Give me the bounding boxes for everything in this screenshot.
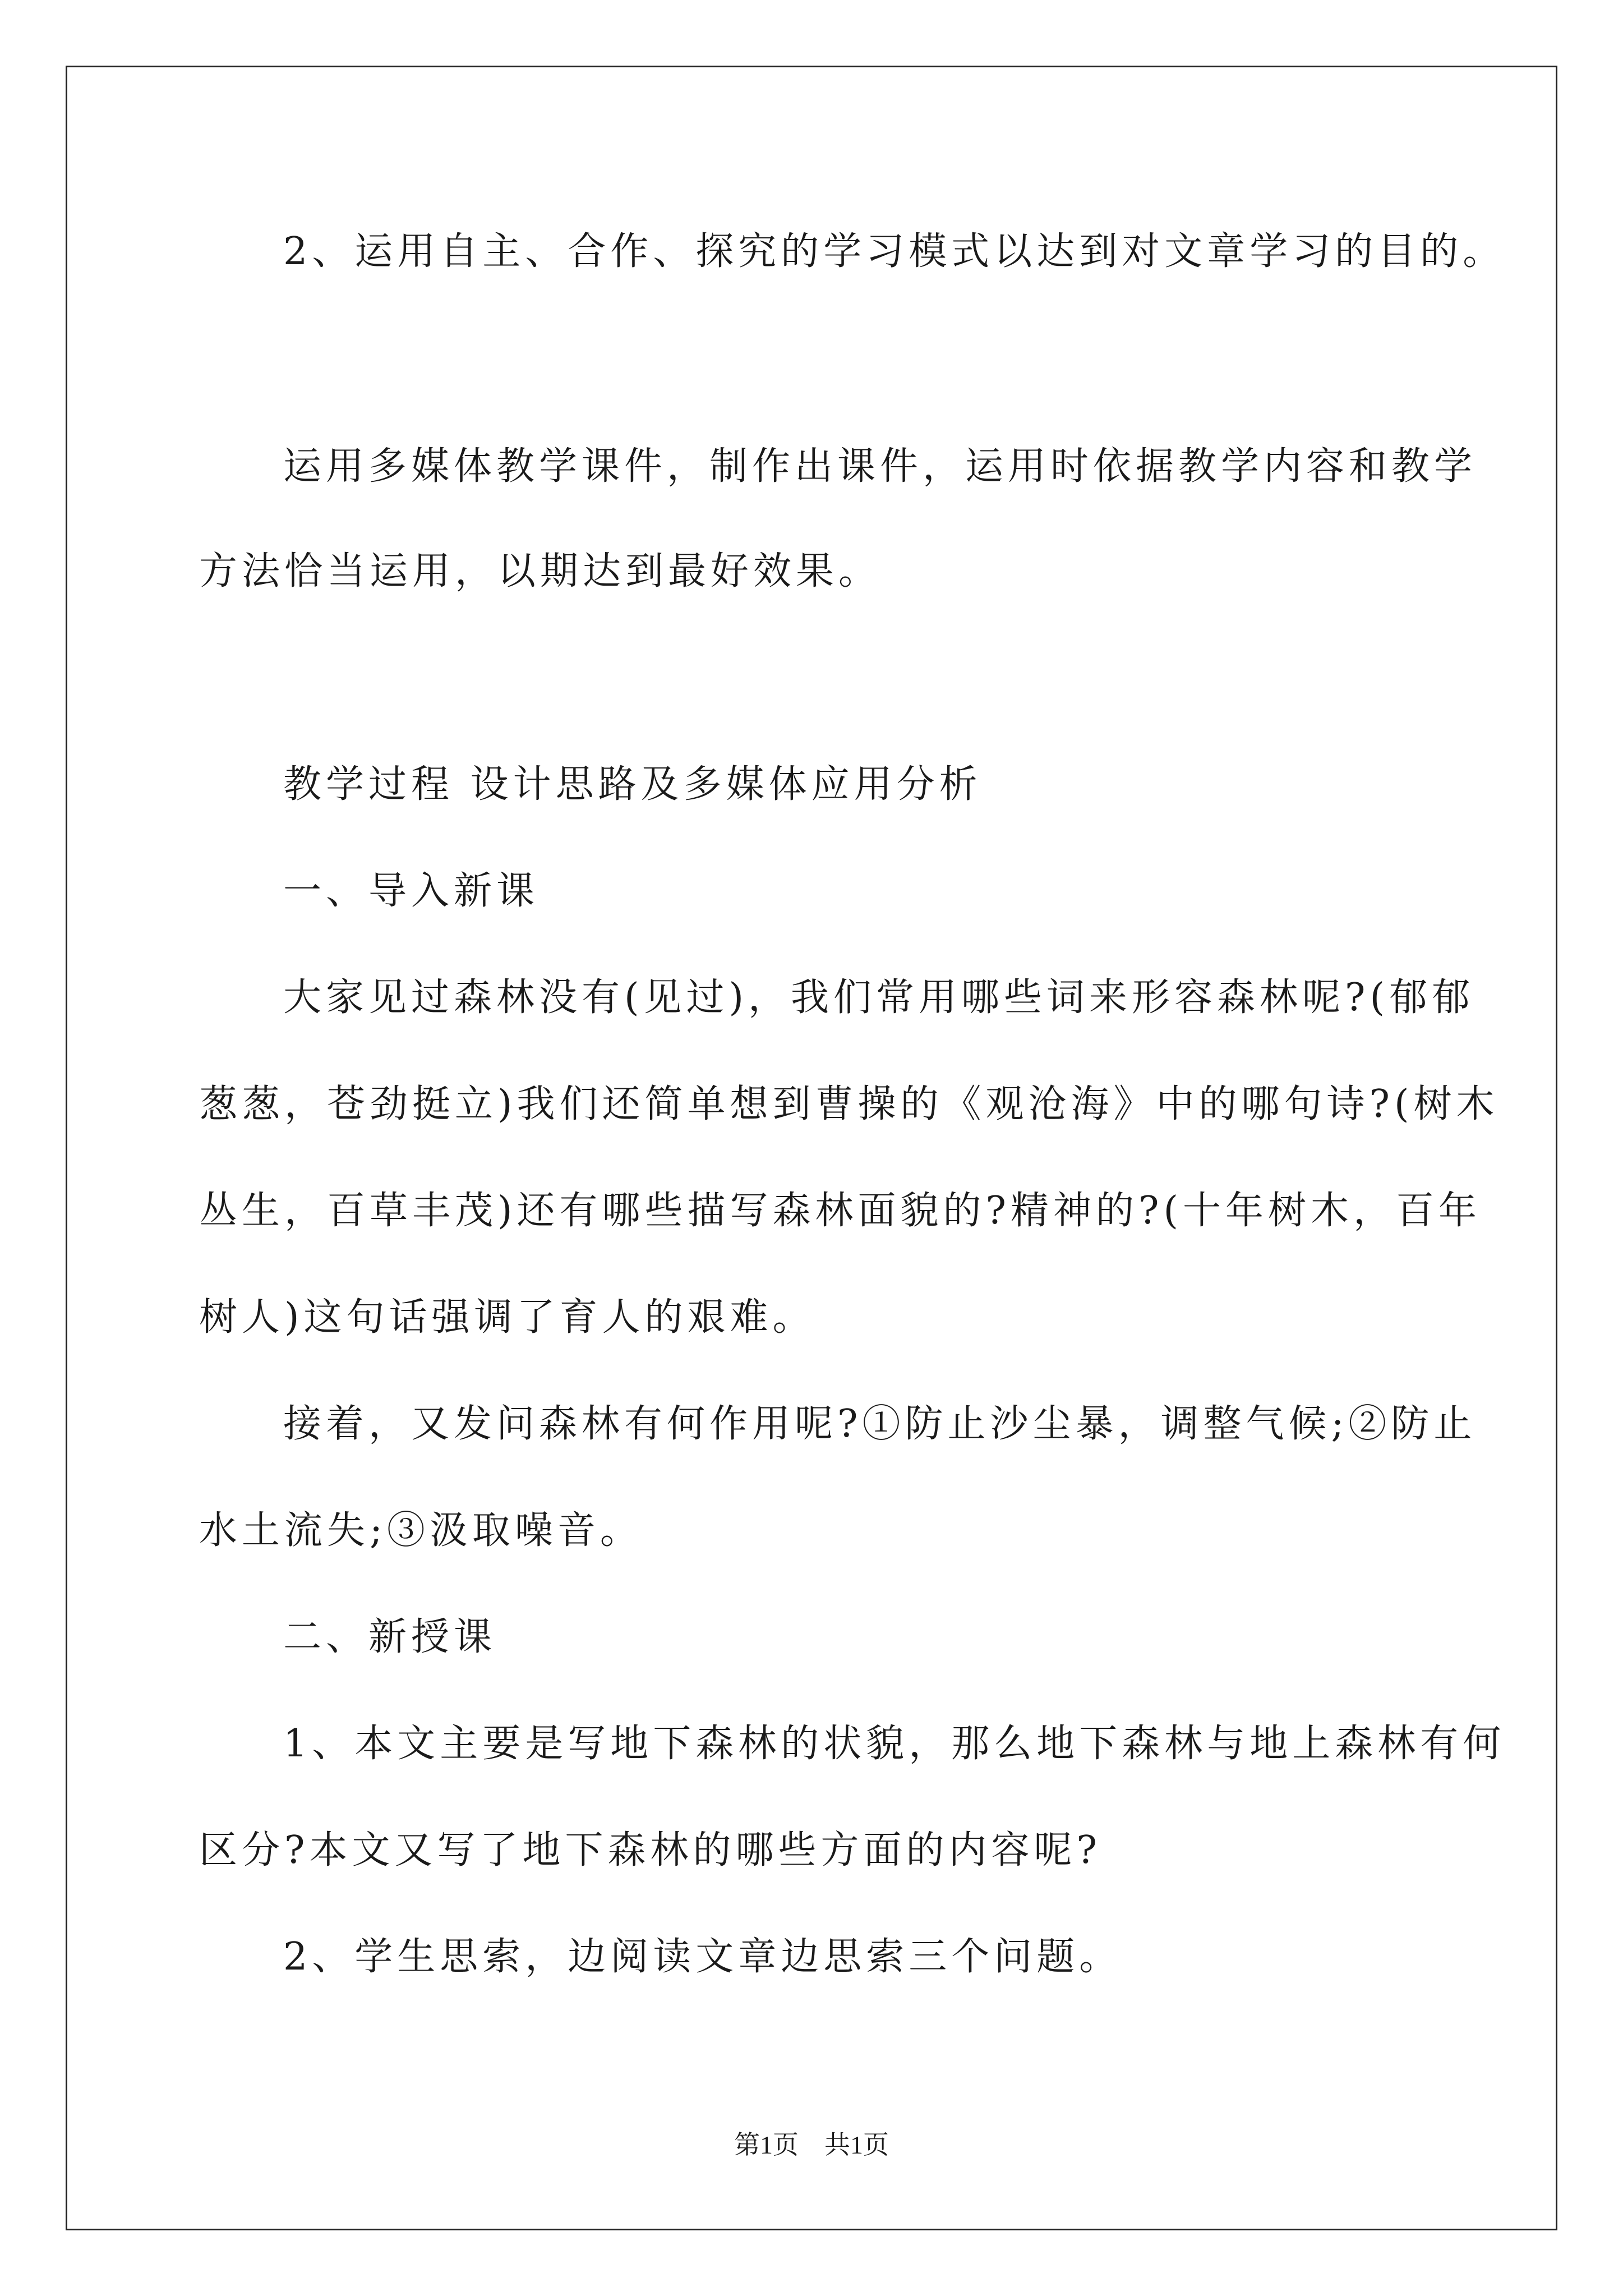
paragraph-forest-line-3: 丛生，百草丰茂)还有哪些描写森林面貌的?精神的?(十年树木，百年 (199, 1189, 1481, 1233)
paragraph-lesson-question-line-1: 1、本文主要是写地下森林的状貌，那么地下森林与地上森林有何 (283, 1722, 1506, 1766)
paragraph-forest-function-line-2: 水土流失;③汲取噪音。 (199, 1508, 643, 1553)
paragraph-multimedia-line-2: 方法恰当运用，以期达到最好效果。 (199, 549, 882, 593)
section-heading-new-lesson: 二、新授课 (283, 1615, 497, 1659)
page-border (66, 66, 1557, 2230)
page-number-footer: 第1页 共1页 (734, 2131, 889, 2159)
paragraph-objective-2: 2、运用自主、合作、探究的学习模式以达到对文章学习的目的。 (283, 229, 1506, 274)
paragraph-forest-line-4: 树人)这句话强调了育人的艰难。 (199, 1295, 815, 1340)
paragraph-forest-line-2: 葱葱，苍劲挺立)我们还简单想到曹操的《观沧海》中的哪句诗?(树木 (199, 1082, 1499, 1126)
section-heading-teaching-process: 教学过程 设计思路及多媒体应用分析 (283, 762, 982, 807)
paragraph-forest-function-line-1: 接着，又发问森林有何作用呢?①防止沙尘暴，调整气候;②防止 (283, 1402, 1477, 1446)
paragraph-lesson-question-line-2: 区分?本文又写了地下森林的哪些方面的内容呢? (199, 1828, 1101, 1872)
paragraph-multimedia-line-1: 运用多媒体教学课件，制作出课件，运用时依据教学内容和教学 (283, 444, 1477, 489)
paragraph-student-thinking: 2、学生思索，边阅读文章边思索三个问题。 (283, 1935, 1122, 1979)
section-heading-introduction: 一、导入新课 (283, 869, 540, 913)
paragraph-forest-line-1: 大家见过森林没有(见过)，我们常用哪些词来形容森林呢?(郁郁 (283, 976, 1475, 1020)
